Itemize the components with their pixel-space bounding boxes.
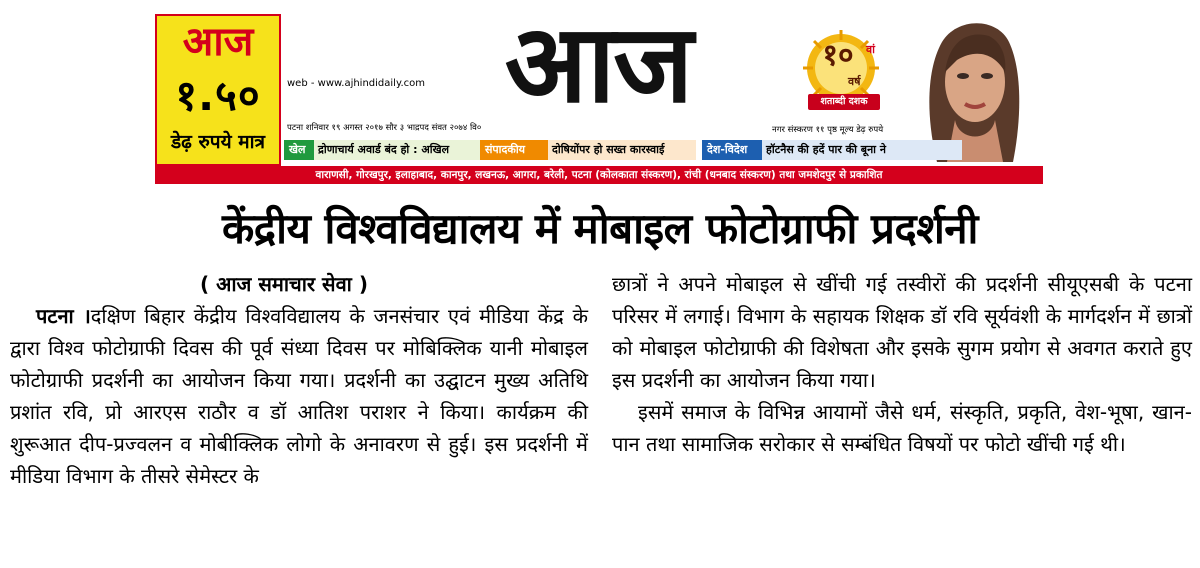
price-value: १.५० (175, 71, 261, 120)
teaser-text-editorial[interactable]: दोषियोंपर हो सख्त कारस्वाई (548, 140, 696, 160)
anniversary-number: १० (822, 38, 854, 73)
article-body-right-para1: छात्रों ने अपने मोबाइल से खींची गई तस्वीरों की प्रदर्शनी सीयूएसबी के पटना परिसर में लगाई। विभाग के सहायक शिक्षक डॉ रवि सूर्यवंशी के मार्गदर्शन में छात्रों को मोबाइल फोटोग्राफी की विशेषता और इसके सुगम प्रयोग से अवगत कराते हुए इस प्रदर्शनी का आयोजन किया गया। (612, 272, 1192, 392)
teaser-tag-world[interactable]: देश-विदेश (702, 140, 762, 160)
teaser-text-world[interactable]: हॉटनैस की हदें पार की बूना ने (762, 140, 962, 160)
price-box (155, 14, 281, 166)
website-url[interactable]: web - www.ajhindidaily.com (287, 78, 425, 89)
anniversary-suffix: वां (866, 43, 875, 56)
article-column-left (10, 268, 588, 492)
newspaper-logo: आज (504, 1, 692, 127)
article-column-right (612, 268, 1192, 460)
price-brand-label: आज (182, 19, 254, 65)
article-body-right-para2: इसमें समाज के विभिन्न आयामों जैसे धर्म, संस्कृति, प्रकृति, वेश-भूषा, खान-पान तथा सामाजिक सरोकार से सम्बंधित विषयों पर फोटो खींची गई थी। (612, 400, 1192, 456)
article-dateline: पटना । (36, 304, 91, 328)
price-words: डेढ़ रुपये मात्र (170, 131, 266, 153)
article-body-left: दक्षिण बिहार केंद्रीय विश्वविद्यालय के जनसंचार एवं मीडिया केंद्र के द्वारा विश्व फोटोग्राफी दिवस की पूर्व संध्या दिवस पर मोबिक्लिक यानी मोबाइल फोटोग्राफी प्रदर्शनी का आयोजन किया गया। प्रदर्शनी का उद्घाटन मुख्य अतिथि प्रशांत रवि, प्रो आरएस राठौर व डॉ आतिश पराशर ने किया। कार्यक्रम की शुरूआत दीप-प्रज्वलन व मोबीक्लिक लोगो के अनावरण से हुई। इस प्रदर्शनी में मीडिया विभाग के तीसरे सेमेस्टर के (10, 304, 588, 488)
date-line: पटना शनिवार १९ अगस्त २०१७ सौर ३ भाद्रपद संवत २०७४ वि० (287, 123, 482, 133)
teaser-tag-sports[interactable]: खेल (284, 140, 314, 160)
teaser-text-sports[interactable]: द्रोणाचार्य अवार्ड बंद हो : अखिल (314, 140, 490, 160)
article-byline: ( आज समाचार सेवा ) (200, 272, 368, 296)
publication-cities-bar: वाराणसी, गोरखपुर, इलाहाबाद, कानपुर, लखनऊ, आगरा, बरेली, पटना (कोलकाता संस्करण), रांची (धनबाद संस्करण) तथा जमशेदपुर से प्रकाशित (155, 166, 1043, 184)
anniversary-ribbon: शताब्दी दशक (808, 94, 880, 110)
edition-line: नगर संस्करण ११ पृष्ठ मूल्य डेढ़ रुपये (772, 125, 884, 135)
article-headline: केंद्रीय विश्वविद्यालय में मोबाइल फोटोग्राफी प्रदर्शनी (222, 204, 978, 253)
teaser-tag-editorial[interactable]: संपादकीय (480, 140, 548, 160)
anniversary-varsh: वर्ष (848, 75, 861, 88)
teaser-strip (284, 140, 1044, 160)
